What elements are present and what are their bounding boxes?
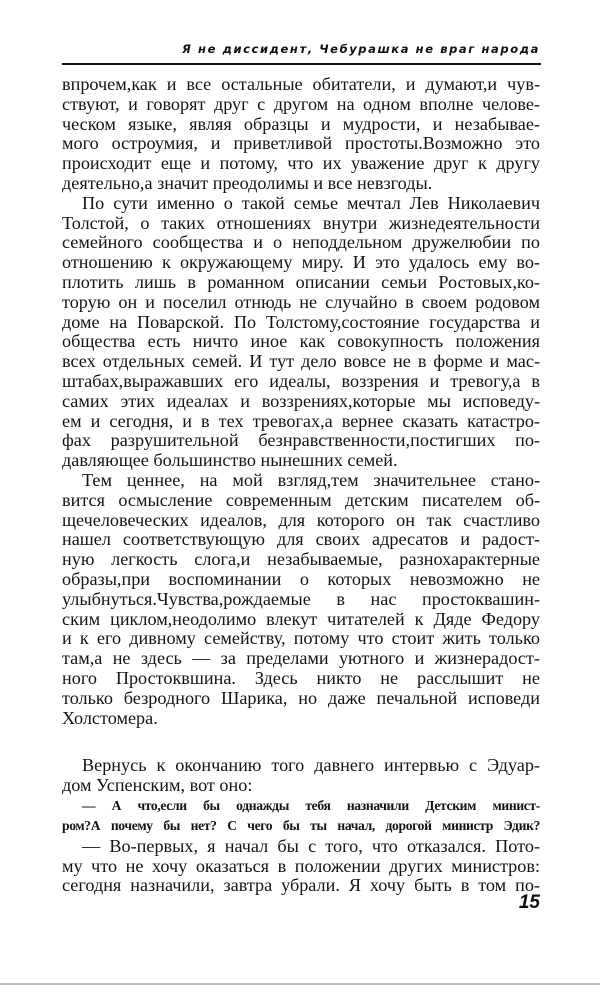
text-line: только безродного Шарика, но даже печальной исповеди [62,687,540,708]
text-line: происходит еще и потому, что их уважение друг к другу [62,153,540,174]
text-column [62,75,540,896]
text-line: штабах,выражавших его идеалы, воззрения и тревогу,а в [62,370,540,391]
text-line: ром?А почему бы нет? С чего бы ты начал, дорогой министр Эдик? [62,818,540,834]
text-line: деятельно,а значит преодолимы и все невзгоды. [62,172,433,193]
text-line: ную легкость слога,и незабываемые, разнохарактерные [62,549,540,570]
text-line: впрочем,как и все остальные обитатели, и думают,и чув- [62,74,540,94]
text-line: плотить лишь в романном описании семьи Ростовых,ко- [62,271,540,292]
text-line: общества есть ничто иное как совокупность положения [62,331,540,352]
text-line: давляющее большинство нынешних семей. [62,450,398,471]
text-line: торую он и поселил отнюдь не случайно в своем родовом [62,291,540,312]
text-line: Толстой, о таких отношениях внутри жизнедеятельности [62,212,540,233]
text-line: ного Простоквшина. Здесь никто не расслышит не [62,667,540,688]
text-line: ческом языке, являя образцы и мудрости, и незабывае- [62,113,540,134]
text-line: сегодня назначили, завтра убрали. Я хочу быть в том по- [62,875,540,896]
text-line: ем и сегодня, и в тех тревогах,а вернее сказать катастро- [62,410,540,431]
text-line: вится осмысление современным детским писателем об- [62,489,540,510]
text-line: — А что,если бы однажды тебя назначили Детским минист- [82,797,540,813]
paragraph [62,756,540,796]
text-line: ствуют, и говорят друг с другом на одном вполне челове- [62,93,540,114]
page-edge [0,983,600,985]
text-line: фах разрушительной безнравственности,постигших по- [62,430,540,451]
text-line: нашел соответствующую для своих адресатов и радост- [62,529,540,550]
paragraph [62,471,540,728]
text-line: и к его дивному семейству, потому что стоит жить только [62,628,540,649]
text-line: Вернусь к окончанию того давнего интервью с Эдуар- [82,755,540,776]
text-line: доме на Поварской. По Толстому,состояние государства и [62,311,540,332]
text-line: По сути именно о такой семье мечтал Лев Николаевич [82,192,540,213]
text-line: Холстомера. [62,707,158,728]
text-line: му что не хочу оказаться в положении других министров: [62,855,540,876]
text-line: щечеловеческих идеалов, для которого он так счастливо [62,509,540,530]
running-header: Я не диссидент, Чебурашка не враг народа [181,42,540,56]
text-line: отношению к окружающему миру. И это удалось ему во- [62,252,540,273]
paragraph [62,837,540,896]
paragraph [62,194,540,471]
text-line: Тем ценнее, на мой взгляд,тем значительнее стано- [82,469,540,490]
text-line: дом Успенским, вот оно: [62,775,253,796]
header-rule [62,63,541,65]
text-line: самих этих идеалах и воззрениях,которые мы исповеду- [62,390,540,411]
text-line: мого остроумия, и приветливой простоты.Возможно это [62,133,540,154]
paragraph [62,75,540,194]
text-line: всех отдельных семей. И тут дело вовсе не в форме и мас- [62,351,540,372]
text-line: ским циклом,неодолимо влекут читателей к Дяде Федору [62,608,540,629]
text-line: — Во-первых, я начал бы с того, что отказался. Пото- [82,835,540,856]
text-line: там,а не здесь — за пределами уютного и жизнерадост- [62,648,540,669]
text-line: семейного сообщества и о неподдельном дружелюбии по [62,232,540,253]
text-line: улыбнуться.Чувства,рождаемые в нас простоквашин- [62,588,540,609]
page-number: 15 [518,892,540,913]
interview-question [62,796,540,837]
text-line: образы,при воспоминании о которых невозможно не [62,568,540,589]
